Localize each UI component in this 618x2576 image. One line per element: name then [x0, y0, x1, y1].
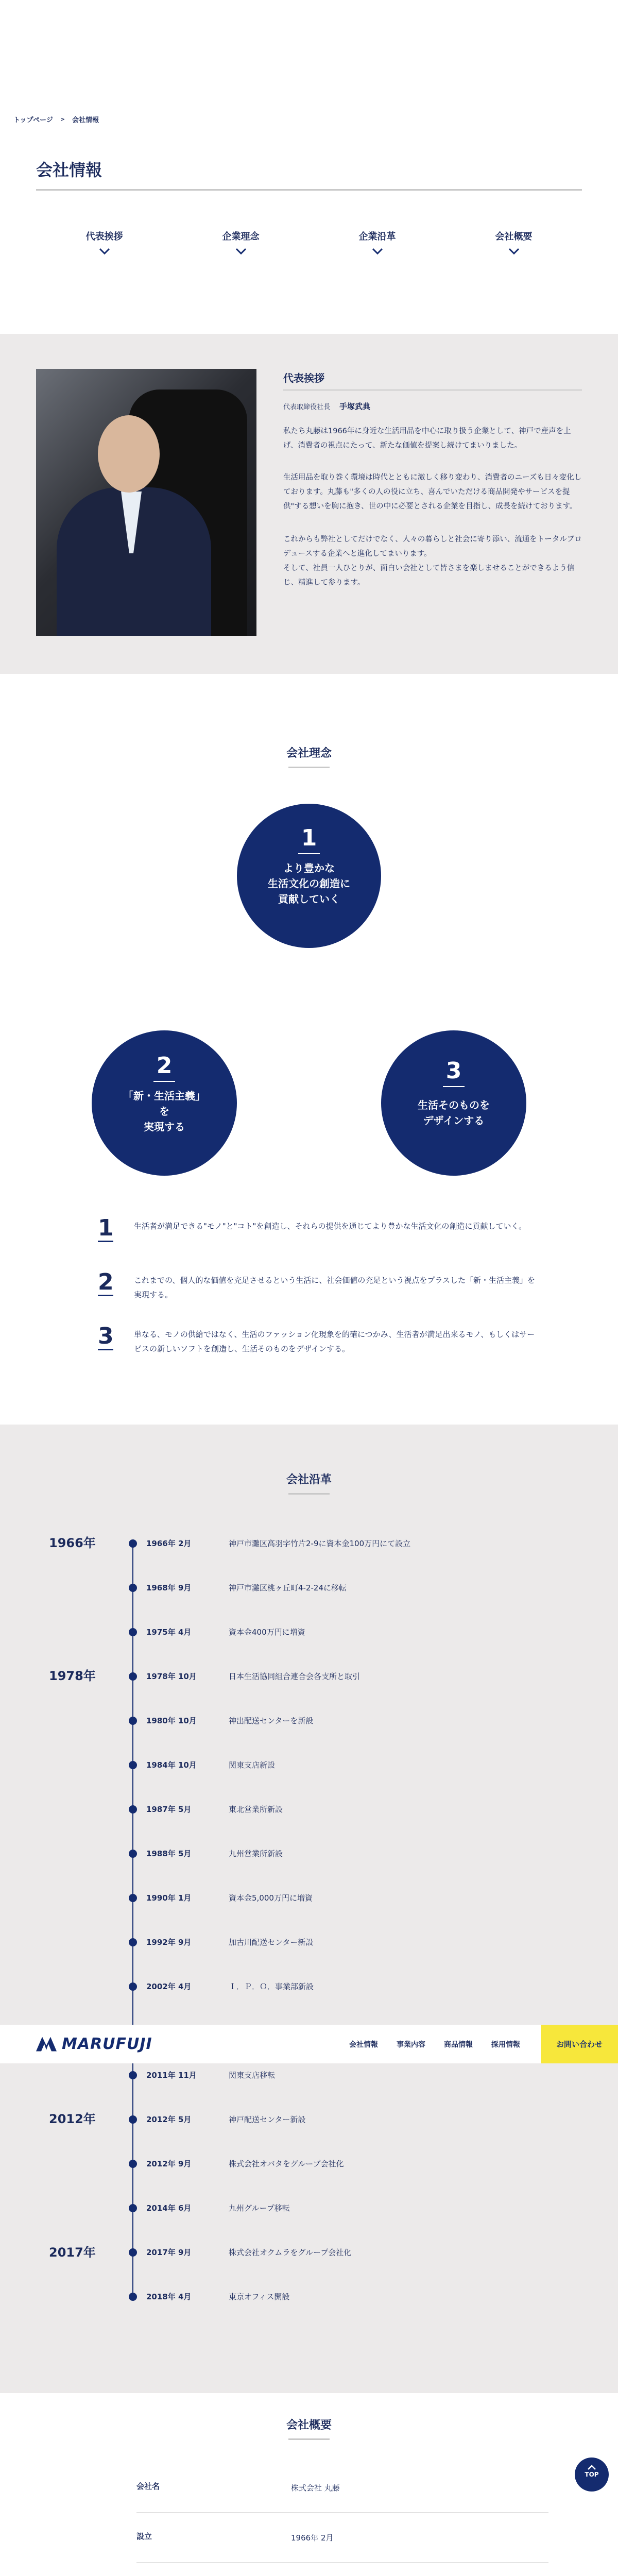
- event-text: 九州営業所新設: [229, 1849, 283, 1858]
- event-text: 株式会社オクムラをグループ会社化: [229, 2248, 352, 2257]
- principle-text: 単なる、モノの供給ではなく、生活のファッション化現象を的確につかみ、生活者が満足出来るモノ、もしくはサービスの新しいソフトを創造し、生活そのものをデザインする。: [134, 1330, 535, 1353]
- circle-text: 生活そのものを デザインする: [418, 1099, 490, 1127]
- timeline-event: [129, 2247, 592, 2258]
- president-role: 代表取締役社長: [283, 403, 331, 411]
- breadcrumb-current: 会社情報: [72, 116, 99, 124]
- timeline-event: [129, 2291, 592, 2302]
- timeline-event: [129, 1715, 592, 1726]
- principle-text: 生活者が満足できる"モノ"と"コト"を創造し、それらの提供を通じてより豊かな生活文化の創造に貢献していく。: [134, 1222, 527, 1231]
- president-name: 手塚武典: [339, 402, 371, 411]
- timeline-dot: [129, 1539, 137, 1548]
- event-text: 神出配送センターを新設: [229, 1716, 314, 1725]
- timeline-event: [129, 2158, 592, 2169]
- site-logo[interactable]: [36, 2035, 152, 2053]
- breadcrumb-home-link[interactable]: トップページ: [13, 116, 53, 124]
- event-date: 2002年 4月: [146, 1982, 192, 1991]
- breadcrumb-separator: >: [60, 116, 65, 123]
- event-text: 九州グループ移転: [229, 2204, 290, 2213]
- timeline-dot: [129, 1894, 137, 1902]
- event-date: 2012年 9月: [146, 2159, 192, 2168]
- timeline-dot: [129, 1982, 137, 1991]
- timeline-dot: [129, 2115, 137, 2124]
- event-date: 2017年 9月: [146, 2248, 192, 2257]
- timeline-dot: [129, 1584, 137, 1592]
- photo-head: [98, 415, 160, 493]
- philosophy-circle-3: [381, 1030, 526, 1176]
- message-divider: [283, 389, 582, 391]
- overview-key: 設立: [136, 2532, 152, 2541]
- timeline-event: [129, 1981, 592, 1992]
- message-heading: 代表挨拶: [283, 372, 324, 384]
- event-date: 1966年 2月: [146, 1539, 192, 1548]
- circle-text: 「新・生活主義」 を 実現する: [123, 1090, 205, 1133]
- timeline-event: [129, 1626, 592, 1637]
- anchor-tabs: [36, 229, 582, 255]
- tab-label: 代表挨拶: [85, 231, 123, 242]
- timeline-year: 1978年: [49, 1669, 96, 1683]
- tab-overview[interactable]: [445, 229, 582, 255]
- event-text: Ｉ．Ｐ．Ｏ．事業部新設: [229, 1982, 314, 1991]
- principle-text: これまでの、個人的な価値を充足させるという生活に、社会価値の充足という視点をプラスした「新・生活主義」を実現する。: [134, 1276, 535, 1299]
- nav-company[interactable]: 会社情報: [349, 2040, 378, 2049]
- chevron-up-icon: [588, 2465, 596, 2470]
- tab-philosophy[interactable]: [173, 229, 309, 255]
- event-text: 株式会社オバタをグループ会社化: [229, 2159, 344, 2168]
- event-date: 2011年 11月: [146, 2071, 197, 2080]
- timeline-dot: [129, 2204, 137, 2212]
- main-nav: [349, 2039, 520, 2049]
- circle-number: 1: [298, 823, 320, 854]
- event-text: 東京オフィス開設: [229, 2292, 290, 2301]
- event-date: 1990年 1月: [146, 1893, 192, 1903]
- event-text: 神戸市灘区桃ヶ丘町4-2-24に移転: [229, 1583, 347, 1592]
- breadcrumb: [13, 114, 99, 124]
- event-date: 1968年 9月: [146, 1583, 192, 1592]
- event-date: 1984年 10月: [146, 1760, 197, 1770]
- circle-number: 3: [443, 1056, 465, 1087]
- event-date: 1988年 5月: [146, 1849, 192, 1858]
- timeline-event: [129, 1538, 592, 1549]
- event-date: 1987年 5月: [146, 1805, 192, 1814]
- message-paragraph: 私たち丸藤は1966年に身近な生活用品を中心に取り扱う企業として、神戸で産声を上げ、消費者の視点にたって、新たな価値を提案し続けてまいりました。: [283, 427, 571, 450]
- philosophy-circle-2: [92, 1030, 237, 1176]
- event-date: 1980年 10月: [146, 1716, 197, 1725]
- event-text: 資本金5,000万円に増資: [229, 1893, 313, 1903]
- overview-row: [136, 2481, 548, 2513]
- principle-item: [98, 1216, 541, 1242]
- message-paragraph: そして、社員一人ひとりが、面白い会社として皆さまを楽しませることができるよう信じ、精進して参ります。: [283, 564, 575, 587]
- timeline-dot: [129, 2248, 137, 2257]
- tab-history[interactable]: [309, 229, 445, 255]
- timeline-dot: [129, 1628, 137, 1636]
- site-header: [0, 2025, 618, 2063]
- tab-label: 企業理念: [222, 231, 260, 242]
- philosophy-circle-1: [237, 804, 381, 948]
- timeline-dot: [129, 1672, 137, 1681]
- nav-business[interactable]: 事業内容: [397, 2040, 425, 2049]
- event-date: 2014年 6月: [146, 2204, 192, 2213]
- event-text: 加古川配送センター新設: [229, 1938, 314, 1947]
- principle-number: 1: [98, 1215, 114, 1241]
- chevron-down-icon: [508, 248, 520, 255]
- event-text: 関東支店新設: [229, 1760, 276, 1770]
- principle-item: [98, 1270, 541, 1302]
- overview-key: 会社名: [136, 2482, 160, 2491]
- logo-mark-icon: [36, 2037, 57, 2052]
- timeline-dot: [129, 1938, 137, 1946]
- tab-label: 企業沿革: [358, 231, 396, 242]
- chevron-down-icon: [99, 248, 110, 255]
- event-date: 2012年 5月: [146, 2115, 192, 2124]
- timeline-event: [129, 1848, 592, 1859]
- contact-button[interactable]: お問い合わせ: [541, 2025, 618, 2063]
- timeline-event: [129, 1759, 592, 1770]
- page-title: 会社情報: [36, 157, 582, 191]
- overview-heading: 会社概要: [0, 2416, 618, 2440]
- circle-text: より豊かな 生活文化の創造に 貢献していく: [268, 862, 350, 905]
- timeline-dot: [129, 1850, 137, 1858]
- timeline-event: [129, 1671, 592, 1682]
- principle-item: [98, 1324, 541, 1356]
- president-photo: [36, 369, 256, 636]
- timeline-dot: [129, 2160, 137, 2168]
- message-section: [0, 334, 618, 674]
- circle-number: 2: [153, 1051, 176, 1082]
- overview-value: 1966年 2月: [291, 2533, 334, 2543]
- event-date: 2018年 4月: [146, 2292, 192, 2301]
- message-paragraph: これからも弊社としてだけでなく、人々の暮らしと社会に寄り添い、流通をトータルプロデュースする企業へと進化してまいります。: [283, 535, 582, 558]
- chevron-down-icon: [372, 248, 383, 255]
- timeline-event: [129, 1892, 592, 1903]
- back-to-top-label: TOP: [585, 2471, 599, 2478]
- timeline-line: [132, 1543, 133, 2295]
- philosophy-heading: 会社理念: [0, 744, 618, 768]
- overview-row: [136, 2531, 548, 2563]
- timeline-event: [129, 2114, 592, 2125]
- timeline-year: 1966年: [49, 1536, 96, 1550]
- principle-number: 2: [98, 1269, 114, 1295]
- event-text: 東北営業所新設: [229, 1805, 283, 1814]
- timeline-event: [129, 2202, 592, 2213]
- chevron-down-icon: [235, 248, 247, 255]
- timeline-event: [129, 2070, 592, 2080]
- tab-message[interactable]: [36, 229, 173, 255]
- message-paragraph: 生活用品を取り巻く環境は時代とともに激しく移り変わり、消費者のニーズも日々変化しております。丸藤も"多くの人の役に立ち、喜んでいただける商品開発やサービスを提供"する想いを胸に抱き、世の中に必要とされる企業を目指し、成長を続けております。: [283, 473, 582, 511]
- event-date: 1978年 10月: [146, 1672, 197, 1681]
- overview-value: 株式会社 丸藤: [291, 2483, 340, 2493]
- principle-number: 3: [98, 1323, 114, 1349]
- timeline-dot: [129, 2293, 137, 2301]
- timeline-dot: [129, 1805, 137, 1814]
- back-to-top-button[interactable]: [575, 2458, 609, 2492]
- event-date: 1975年 4月: [146, 1628, 192, 1637]
- timeline-dot: [129, 1761, 137, 1769]
- event-text: 日本生活協同組合連合会各支所と取引: [229, 1672, 360, 1681]
- timeline-event: [129, 1804, 592, 1815]
- tab-label: 会社概要: [495, 231, 533, 242]
- timeline-year: 2017年: [49, 2245, 96, 2260]
- timeline-dot: [129, 1717, 137, 1725]
- president-signature: [283, 401, 370, 412]
- event-text: 神戸市灘区高羽字竹片2-9に資本金100万円にて設立: [229, 1539, 411, 1548]
- event-date: 1992年 9月: [146, 1938, 192, 1947]
- history-heading: 会社沿革: [0, 1471, 618, 1495]
- timeline-event: [129, 1937, 592, 1947]
- timeline-year: 2012年: [49, 2112, 96, 2126]
- nav-recruit[interactable]: 採用情報: [491, 2040, 520, 2049]
- nav-products[interactable]: 商品情報: [444, 2040, 473, 2049]
- timeline-event: [129, 1582, 592, 1593]
- event-text: 資本金400万円に増資: [229, 1628, 305, 1637]
- logo-wordmark: MARUFUJI: [62, 2035, 152, 2053]
- timeline-dot: [129, 2071, 137, 2079]
- event-text: 神戸配送センター新設: [229, 2115, 306, 2124]
- event-text: 関東支店移転: [229, 2071, 276, 2080]
